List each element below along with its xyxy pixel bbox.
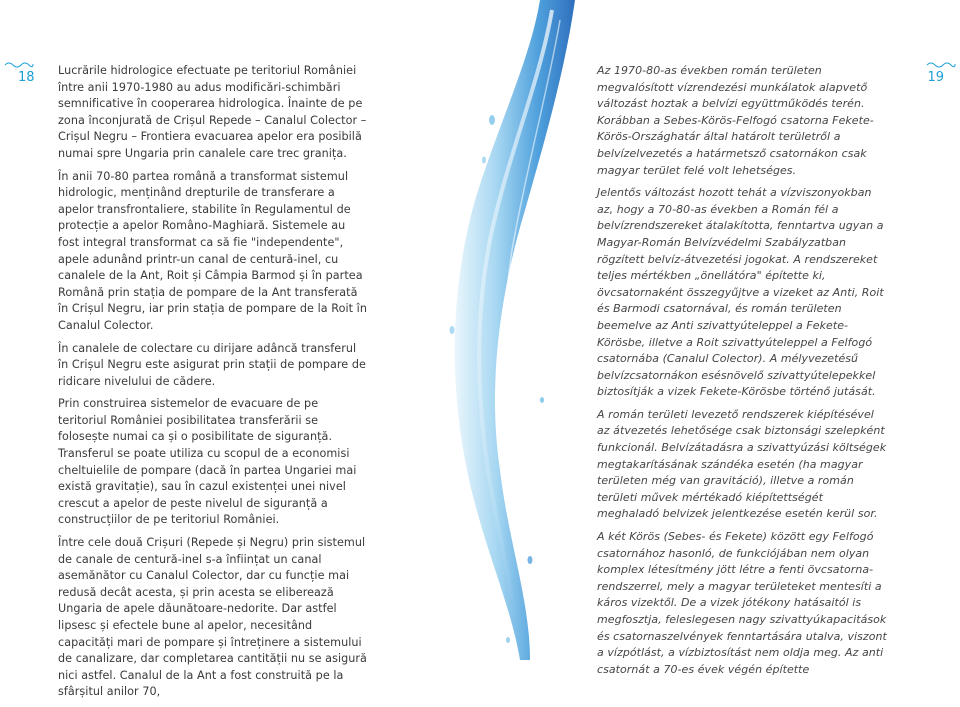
left-paragraph-1: Lucrările hidrologice efectuate pe teritoriul României între anii 1970-1980 au adus modificări-schimbări semnificative în cooperarea hidrologica. Înainte de pe zona înconjurată de Crișul Repede – Canalul Colector – Crișul Negru – Frontiera evacuarea apelor era posibilă numai spre Ungaria prin canalele care trec granița. <box>58 64 367 160</box>
left-paragraph-5: Între cele două Crișuri (Repede și Negru) prin sistemul de canale de centură-inel s-a înființat un canal asemănător cu Canalul Colector, dar cu funcție mai redusă decât acesta, și prin acesta se eliberează Ungaria de apele dăunătoare-nedorite. Dar astfel lipsesc și efectele bune al apelor, necesitând capacități mari de pompare și întreținere a sistemului de canalizare, dar completarea cantității nu se asigură nici astfel. Canalul de la Ant a fost construită pe la sfârșitul anilor 70, <box>58 536 367 699</box>
wave-icon <box>4 60 34 68</box>
left-paragraph-3: În canalele de colectare cu dirijare adâncă transferul în Crișul Negru este asigurat prin stații de pompare de ridicare nivelului de cădere. <box>58 341 366 388</box>
page-number-right: 19 <box>927 70 944 85</box>
right-paragraph-1: Az 1970-80-as években román területen megvalósított vízrendezési munkálatok alapvető változást hoztak a belvízi együttműködés terén. Korábban a Sebes-Körös-Felfogó csatorna Fekete-Körös-Országhatár által határolt területről a belvízelvezetés a határmetsző csatornákon csak magyar terület felé volt lehetséges. <box>597 64 874 177</box>
right-paragraph-4: A két Körös (Sebes- és Fekete) között egy Felfogó csatornához hasonló, de funkciójában nem olyan komplex létesítmény jött létre a fenti övcsatorna-rendszerrel, mely a magyar területeket mentesíti a káros vizektől. De a vizek jótékony hatásaitól is megfosztja, feleslegesen nagy szivattyúkapacitások és csatornaszelvények fenntartására utalva, viszont a vízpótlást, a vízbiztosítást nem oldja meg. Az anti csatornát a 70-es évek végén építette <box>597 530 887 676</box>
left-text-column <box>58 63 368 707</box>
left-paragraph-2: În anii 70-80 partea română a transformat sistemul hidrologic, menținând drepturile de transferare a apelor transfrontaliere, stabilite în Regulamentul de protecție a apelor Româno-Maghiară. Sistemele au fost integral transformat ca să fie "independente", apele adunând printr-un canal de centură-inel, cu canalele de la Ant, Roit și Câmpia Barmod și în partea Română prin stația de pompare de la Ant transferată în Crișul Negru, iar prin stația de pompare de la Roit în Canalul Colector. <box>58 169 367 332</box>
right-text-column <box>597 63 887 684</box>
page-number-left: 18 <box>18 70 35 85</box>
right-paragraph-2: Jelentős változást hozott tehát a vízviszonyokban az, hogy a 70-80-as években a Román fél a belvízrendszereket átalakította, fenntartva ugyan a Magyar-Román Belvízvédelmi Szabályzatban rögzített belvíz-átvezetési jogokat. A rendszereket teljes mértékben „önellátóra" építette ki, övcsatornaként összegyűjtve a vizeket az Anti, Roit és Barmodi csatornával, és román területen beemelve az Anti szivattyútelеppel a Fekete-Körösbe, illetve a Roit szivattyútelеppel a Felfogó csatornába (Canalul Colector). A mélyvezetésű belvízcsatornákon esésnövelő szivattyútelepekkel biztosítják a vizek Fekete-Körösbe történő jutását. <box>597 186 884 399</box>
right-paragraph-3: A román területi levezető rendszerek kiépítésével az átvezetés lehetősége csak biztonsági szelepként funkcionál. Belvízátadásra a szivattyúzási költségek megtakarításának szándéka esetén (ha magyar területen még van gravitáció), illetve a román területi művek mértékadó kiépítettségét meghaladó belvizek jelentkezése esetén kerül sor. <box>597 407 887 521</box>
left-paragraph-4: Prin construirea sistemelor de evacuare de pe teritoriul României posibilitatea transferării se folosește numai ca și o posibilitate de siguranță. Transferul se poate utiliza cu scopul de a economisi cheltuielile de pompare (dacă în partea Ungariei mai există gravitație), sau în cazul existenței unei nivel crescut a apelor de peste nivelul de siguranță a construcțiilor de pe teritoriul României. <box>58 397 357 527</box>
wave-icon <box>926 60 956 68</box>
